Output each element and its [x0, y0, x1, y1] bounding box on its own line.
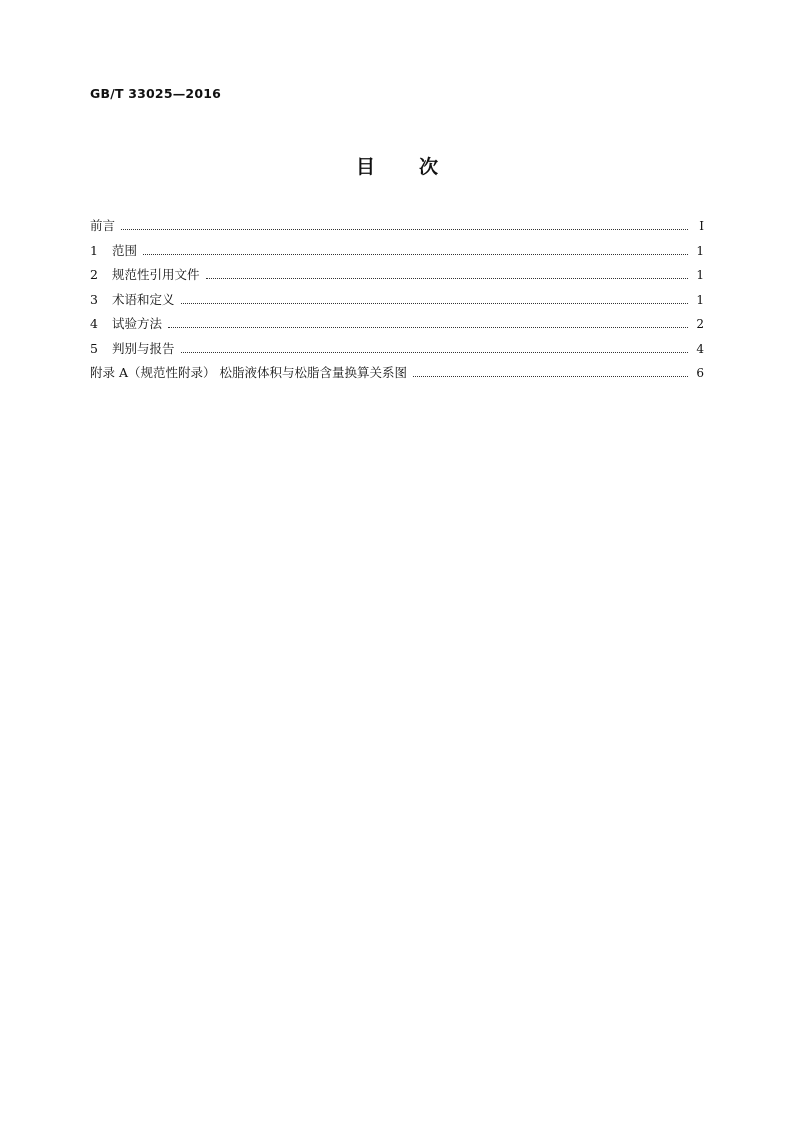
- toc-entry-test-methods[interactable]: [90, 314, 704, 339]
- toc-entry-label: 附录 A（规范性附录） 松脂液体积与松脂含量换算关系图: [90, 365, 407, 380]
- toc-entry-label: 规范性引用文件: [112, 267, 200, 282]
- toc-entry-number: 4: [90, 316, 98, 331]
- toc-entry-page: 1: [696, 292, 704, 307]
- toc-entry-number: 1: [90, 242, 98, 258]
- toc-title-left: 目: [355, 156, 375, 178]
- toc-entry-annex-a[interactable]: [90, 363, 704, 388]
- toc-entry-number: 2: [90, 267, 98, 282]
- toc-entry-label: 范围: [112, 242, 138, 258]
- toc-entry-page: 2: [696, 317, 704, 331]
- toc-leader-dots: [181, 340, 688, 353]
- toc-entry-page: 1: [696, 243, 704, 258]
- toc-entry-page: 4: [696, 341, 704, 356]
- toc-entry-page: Ⅰ: [699, 219, 704, 233]
- toc-entry-terms-definitions[interactable]: [90, 290, 704, 315]
- toc-leader-dots: [121, 217, 688, 230]
- toc-entry-page: 1: [696, 268, 704, 282]
- table-of-contents: [90, 216, 704, 388]
- standard-code: GB/T 33025—2016: [90, 86, 222, 101]
- toc-entry-judgment-report[interactable]: [90, 339, 704, 364]
- toc-entry-number: 5: [90, 340, 98, 356]
- toc-entry-label: 术语和定义: [112, 291, 175, 307]
- toc-entry-label: 判别与报告: [112, 340, 175, 356]
- toc-entry-number: 3: [90, 291, 98, 307]
- toc-entry-scope[interactable]: [90, 241, 704, 266]
- toc-leader-dots: [413, 364, 688, 377]
- toc-leader-dots: [181, 291, 688, 304]
- toc-entry-label: 试验方法: [112, 316, 163, 331]
- toc-entry-foreword[interactable]: [90, 216, 704, 241]
- toc-leader-dots: [168, 315, 688, 328]
- toc-entry-label: 前言: [90, 218, 116, 233]
- toc-title: [0, 152, 794, 179]
- toc-entry-normative-references[interactable]: [90, 265, 704, 290]
- toc-leader-dots: [143, 242, 688, 255]
- toc-title-right: 次: [419, 156, 439, 178]
- toc-entry-page: 6: [696, 366, 704, 380]
- toc-leader-dots: [206, 266, 688, 279]
